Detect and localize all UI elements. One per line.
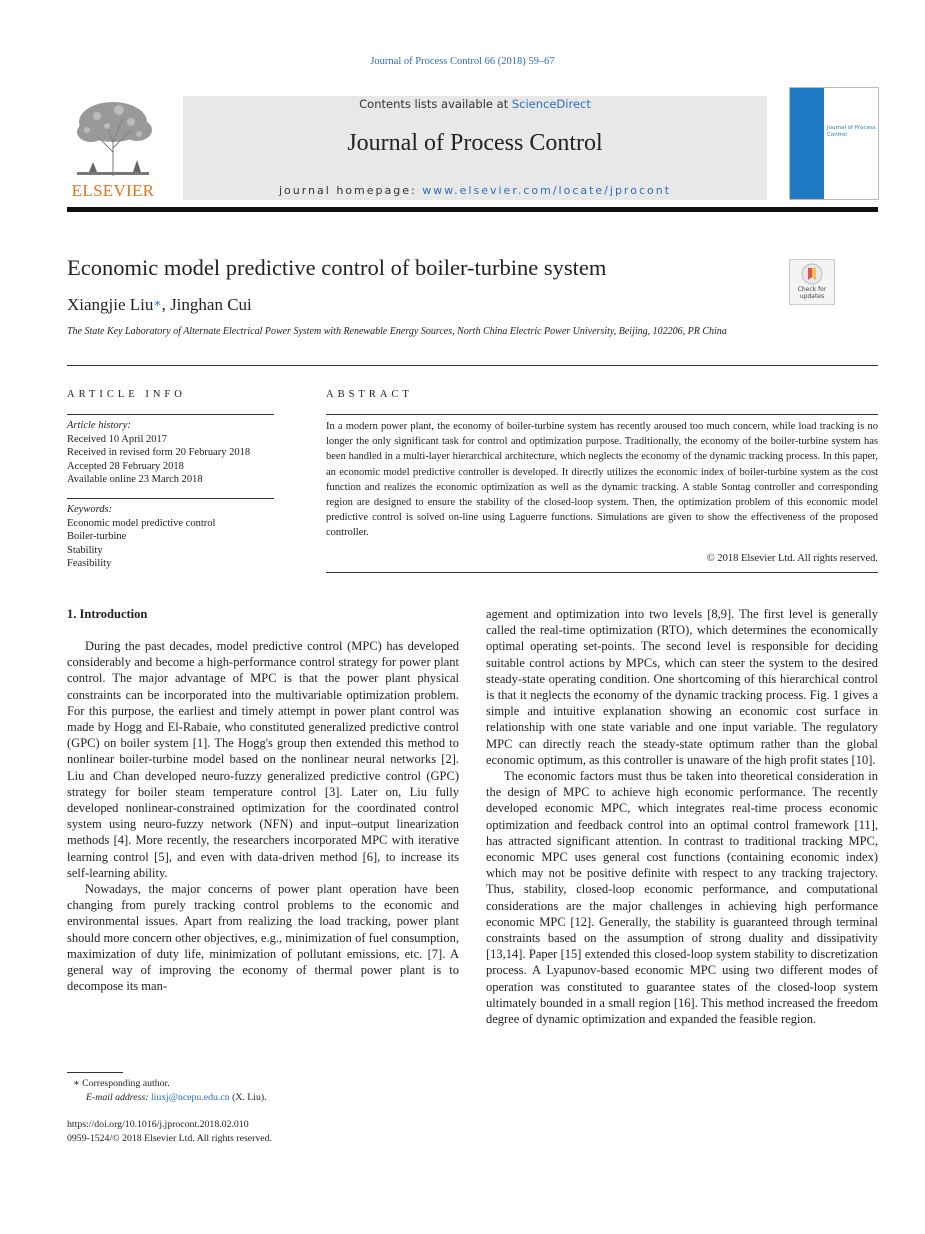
bookmark-icon [801, 263, 823, 285]
title-rule [67, 365, 878, 366]
email-line [73, 1091, 453, 1105]
abstract-copyright: © 2018 Elsevier Ltd. All rights reserved. [706, 553, 878, 564]
abstract-text: In a modern power plant, the economy of boiler-turbine system has recently aroused too much concern, while load tracking is no longer the only significant task for control and optimization purpose. Traditionally, the economy of the boiler-turbine system has been handled in a multi-layer hierarchical architecture, which neglects the economy of the dynamic tracking process. In this paper, an economic model predictive controller is developed. It directly utilizes the economic index of boiler-turbine system as the cost function and realizes the economic optimization as well as the dynamic tracking. A stable Sontag controller and corresponding region are designed to ensure the stability of the closed-loop system. Then, the optimization problem of this economic model predictive control is solved on-line using Laguerre functions. Simulations are given to show the effectiveness of the proposed controller. [326, 421, 878, 539]
email-label: E-mail address: [86, 1091, 151, 1103]
keywords-label: Keywords: [67, 504, 113, 515]
paragraph: The economic factors must thus be taken into theoretical consideration in the design of MPC to achieve high economic performance. The recently developed economic MPC, which integrates real-time process economic optimization and feedback control into an optimal control framework [11], has attracted significant attention. In contrast to traditional tracking MPC, economic MPC uses general cost functions (containing economic index) which may not be positive definite with respect to any tracking trajectory. Thus, stability, closed-loop economic performance, and computational considerations are the major challenges in achieving high performance economic MPC [12]. Generally, the stability is guaranteed through terminal constraints based on the assumption of strong duality and dissipativity [13,14]. Paper [15] extended this closed-loop system stability to discretization process. A Lyapunov-based economic MPC using two different modes of operation was constituted to guarantee states of the closed-loop system ultimately bounded in a small region [16]. This method increased the freedom degree of dynamic optimization and expanded the feasible region. [486, 769, 878, 1027]
journal-title: Journal of Process Control [347, 130, 603, 156]
check-for-updates-label: Check for updates [797, 286, 827, 300]
history-label: Article history: [67, 420, 131, 431]
publisher-logo-text: ELSEVIER [71, 181, 155, 200]
email-link[interactable]: liuxj@ncepu.edu.cn [150, 1091, 230, 1103]
homepage-line [183, 184, 767, 197]
cover-title: Journal of Process Control [827, 125, 876, 138]
corresponding-mark[interactable]: ∗ [153, 296, 162, 310]
author-2: , Jinghan Cui [161, 295, 252, 314]
abstract-heading: ABSTRACT [326, 389, 413, 400]
homepage-prefix: journal homepage: [278, 184, 423, 197]
issn-line: 0959-1524/© 2018 Elsevier Ltd. All rights reserved. [67, 1133, 272, 1144]
cover-strip [790, 88, 824, 199]
paragraph: Nowadays, the major concerns of power plant operation have been changing from purely tracking control problems to the economic and environmental issues. Apart from realizing the load tracking, power plant should more concern other objectives, e.g., minimization of fuel consumption, maximization of duty life, minimization of pollutant emissions, etc. [7]. A general way of improving the economy of thermal power plant is to decompose its man- [67, 882, 459, 994]
check-for-updates-badge[interactable] [789, 259, 835, 305]
history-revised: Received in revised form 20 February 2018 [67, 447, 251, 458]
authors [67, 295, 252, 315]
right-column [486, 606, 878, 1027]
introduction-heading: 1. Introduction [67, 607, 148, 621]
abstract-bottom-rule [326, 572, 878, 573]
keywords [67, 503, 277, 571]
corresponding-author-note: ∗ Corresponding author. [73, 1078, 170, 1089]
journal-cover-thumbnail [789, 87, 879, 200]
journal-reference[interactable]: Journal of Process Control 66 (2018) 59–67 [370, 56, 555, 67]
article-info-heading: ARTICLE INFO [67, 389, 186, 400]
history-received: Received 10 April 2017 [67, 433, 168, 445]
doi-link[interactable]: https://doi.org/10.1016/j.jprocont.2018.02.010 [67, 1119, 249, 1130]
keyword-item: Feasibility [67, 558, 112, 569]
affiliation: The State Key Laboratory of Alternate Electrical Power System with Renewable Energy Sources, North China Electric Power University, Beijing, 102206, PR China [67, 326, 727, 337]
history-online: Available online 23 March 2018 [67, 474, 203, 485]
contents-prefix: Contents lists available at [359, 97, 512, 111]
keyword-item: Economic model predictive control [67, 517, 216, 529]
contents-line [183, 97, 767, 111]
keyword-item: Stability [67, 544, 103, 556]
footnote-rule [67, 1072, 123, 1073]
article-history [67, 419, 277, 487]
email-suffix: (X. Liu). [229, 1091, 267, 1103]
homepage-link[interactable]: www.elsevier.com/locate/jprocont [422, 184, 672, 197]
author-1: Xiangjie Liu [67, 295, 154, 314]
history-accepted: Accepted 28 February 2018 [67, 460, 184, 472]
article-title: Economic model predictive control of boiler-turbine system [67, 255, 607, 280]
paragraph: agement and optimization into two levels [8,9]. The first level is generally called the real-time optimization (RTO), which determines the economically optimal operating set-points. The second level is responsible for deciding suitable control actions by MPCs, which can steer the system to the desired steady-state operating condition. One shortcoming of this hierarchical control is that it neglects the economy of the dynamic tracking process. Fig. 1 gives a simple and intuitive explanation showing an economic cost surface in relationship with one state variable and one input variable. The regulatory MPC can directly reach the steady-state optimum rather than the global economic optimum, as this controller is unaware of the high profit states [10]. [486, 607, 878, 767]
footnote [73, 1077, 453, 1104]
article-info-rule [67, 414, 274, 415]
keywords-rule [67, 498, 274, 499]
left-column [67, 638, 459, 994]
sciencedirect-link[interactable]: ScienceDirect [511, 97, 591, 111]
paragraph: During the past decades, model predictive control (MPC) has developed considerably and become a high-performance control strategy for power plant control. The major advantage of MPC is that the power plant physical constraints can be incorporated into the multivariable optimization problem. For this purpose, the earliest and timely attempt in power plant control was made by Hogg and El-Rabaie, who constituted generalized predictive control (GPC) on boiler system [1]. The Hogg's group then extended this method to nonlinear boiler-turbine model based on the nonlinear neural networks [2]. Liu and Chan developed neuro-fuzzy generalized predictive control (GPC) strategy for boiler steam temperature control [3]. Later on, Liu fully developed nonlinear-constrained optimization for the coordinated control system using neuro-fuzzy network (NFN) and input–output linearization methods [4]. More recently, the researchers incorporated MPC with iterative learning control [5], and even with data-driven method [6], to increase its self-learning ability. [67, 639, 459, 880]
tree-icon [67, 96, 159, 180]
header-rule [67, 207, 878, 212]
abstract-rule [326, 414, 878, 415]
keyword-item: Boiler-turbine [67, 531, 127, 542]
